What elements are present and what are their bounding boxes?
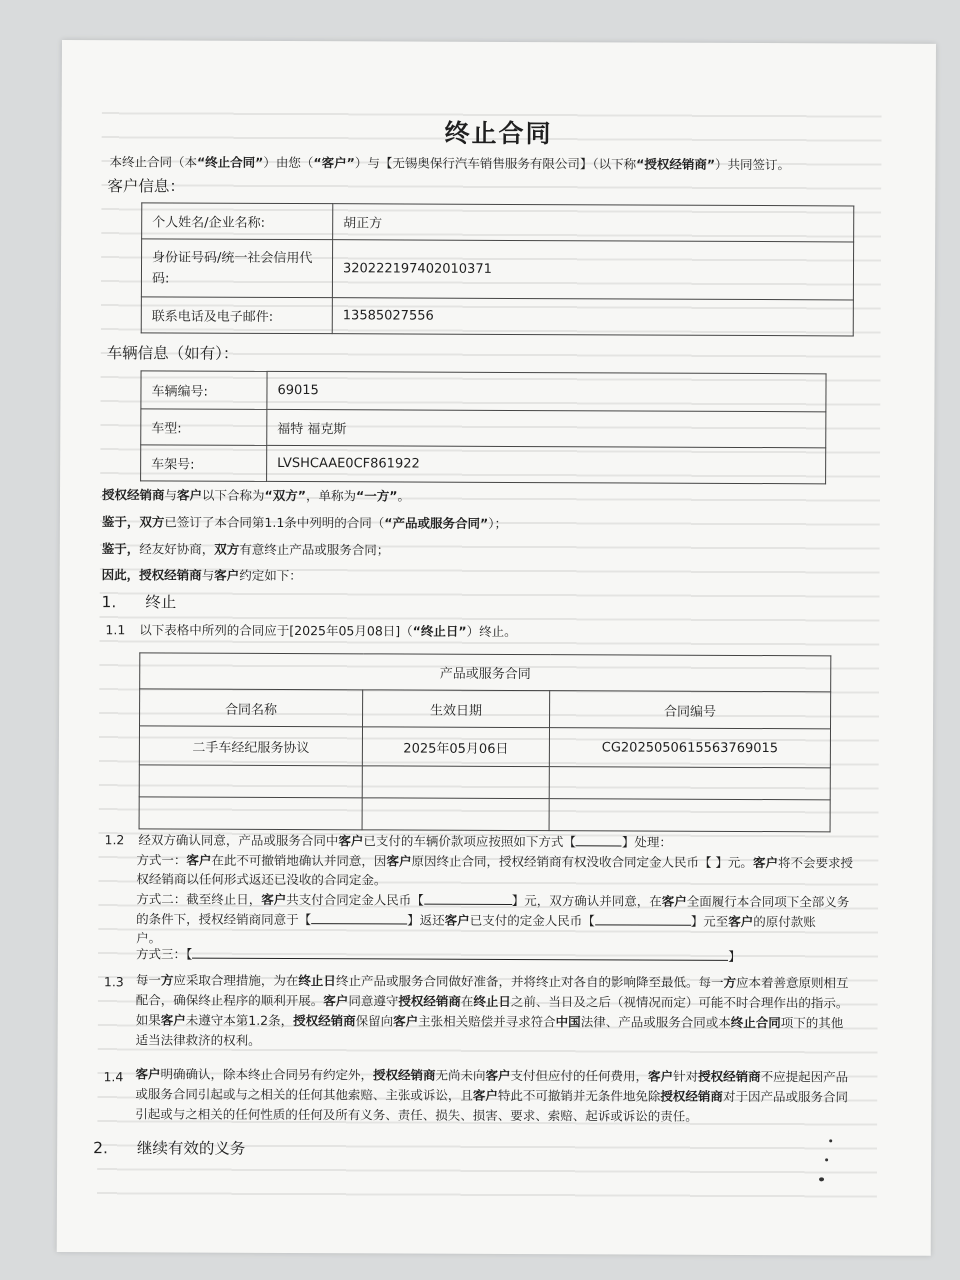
vehicle-vin-label: 车架号: — [141, 445, 267, 482]
customer-name-label: 个人姓名/企业名称: — [142, 203, 333, 240]
customer-info-table — [141, 202, 855, 336]
intro-paragraph: 本终止合同（本“终止合同”）由您（“客户”）与【无锡奥保行汽车销售服务有限公司】（以下称“授权经销商”）共同签订。 — [109, 154, 791, 173]
clause-line: 配合，确保终止程序的顺利开展。客户同意遵守授权经销商在终止日之前、当日及之后（视情况而定）可能不时合理作出的指示。 — [135, 992, 849, 1011]
section-number: 2. — [93, 1139, 109, 1158]
table-row — [141, 371, 826, 412]
contract-number-cell: CG2025050615563769015 — [549, 728, 830, 768]
whereas-clause-1: 鉴于，双方已签订了本合同第1.1条中列明的合同（“产品或服务合同”）； — [101, 514, 508, 531]
table-row — [139, 797, 830, 832]
clause-line: 每一方应采取合理措施，为在终止日终止产品或服务合同做好准备，并将终止对各自的影响降至最低。每一方应本着善意原则相互 — [135, 972, 849, 991]
customer-id-label: 身份证号码/统一社会信用代码: — [141, 239, 332, 298]
customer-info-heading: 客户信息： — [107, 177, 185, 196]
method-choice-blank — [576, 833, 622, 846]
clause-number: 1.4 — [103, 1069, 124, 1085]
method-two-continued: 的条件下，授权经销商同意于【 】返还客户已支付的定金人民币【 】元至客户的原付款账 — [136, 911, 816, 930]
table-caption: 产品或服务合同 — [140, 653, 831, 692]
empty-cell — [139, 765, 362, 798]
clause-line: 如果客户未遵守本第1.2条，授权经销商保留向客户主张相关赔偿并寻求符合中国法律、产品或服务合同或本终止合同项下的其他 — [135, 1012, 844, 1031]
customer-contact-label: 联系电话及电子邮件: — [141, 297, 332, 334]
vehicle-info-table — [140, 370, 826, 484]
table-header-row — [140, 689, 831, 729]
method-one-continued: 权经销商以任何形式返还已没收的合同定金。 — [136, 871, 387, 888]
clause-line: 客户明确确认，除本终止合同另有约定外，授权经销商无尚未向客户支付但应付的任何费用，客户针对授权经销商不应提起因产品 — [135, 1066, 849, 1085]
clause-number: 1.2 — [104, 832, 125, 848]
vehicle-vin-value: LVSHCAAE0CF861922 — [267, 445, 826, 483]
section-2-heading — [93, 1136, 245, 1159]
clause-line: 适当法律救济的权利。 — [135, 1032, 261, 1048]
vehicle-number-value: 69015 — [267, 371, 826, 411]
whereas-clause-2: 鉴于，经友好协商，双方有意终止产品或服务合同； — [101, 541, 390, 558]
empty-cell — [362, 798, 549, 831]
section-number: 1. — [101, 593, 117, 612]
clause-1-4 — [135, 1064, 895, 1127]
table-row — [141, 239, 853, 300]
vehicle-number-label: 车辆编号: — [141, 371, 267, 410]
column-header: 合同名称 — [140, 689, 363, 727]
clause-number: 1.1 — [105, 622, 126, 638]
document-page — [57, 40, 936, 1256]
customer-contact-value: 13585027556 — [332, 298, 853, 336]
column-header: 合同编号 — [550, 691, 831, 729]
ink-speck — [829, 1139, 832, 1142]
ink-speck — [819, 1177, 824, 1181]
section-title: 终止 — [145, 593, 177, 612]
clause-number: 1.3 — [103, 974, 124, 990]
method-three-blank — [192, 946, 728, 961]
service-contract-table — [139, 652, 832, 832]
parties-definition: 授权经销商与客户以下合称为“双方”，单称为“一方”。 — [101, 487, 411, 504]
empty-cell — [549, 767, 830, 800]
vehicle-info-heading: 车辆信息（如有）： — [106, 344, 239, 363]
refund-date-blank — [311, 911, 407, 924]
clause-1-2-intro: 1.2 经双方确认同意，产品或服务合同中客户已支付的车辆价款项应按照如下方式【 】处理： — [104, 832, 672, 850]
empty-cell — [362, 766, 549, 799]
column-header: 生效日期 — [363, 690, 550, 728]
ink-speck — [825, 1158, 828, 1161]
method-two-end: 户。 — [136, 930, 162, 946]
table-row — [142, 203, 854, 242]
contract-name-cell: 二手车经纪服务协议 — [139, 726, 362, 766]
clause-line: 或服务合同引起或与之相关的任何其他索赔、主张或诉讼，且客户特此不可撤销并无条件地免除授权经销商对于因产品或服务合同 — [135, 1086, 849, 1105]
clause-line: 引起或与之相关的任何性质的任何及所有义务、责任、损失、损害、要求、索赔、起诉或诉讼的责任。 — [135, 1106, 698, 1124]
vehicle-model-value: 福特 福克斯 — [267, 409, 826, 447]
method-three: 方式三：【 】 — [135, 946, 741, 964]
section-title: 继续有效的义务 — [136, 1139, 246, 1158]
method-two: 方式二：截至终止日，客户共支付合同定金人民币【 】元，双方确认并同意，在客户全面履行本合同项下全部义务 — [136, 891, 850, 910]
method-one: 方式一：客户在此不可撤销地确认并同意，因客户原因终止合同，授权经销商有权没收合同定金人民币【 】元。客户将不会要求授 — [136, 852, 854, 871]
table-row — [141, 445, 826, 484]
customer-id-value: 320222197402010371 — [332, 240, 853, 300]
effective-date-cell: 2025年05月06日 — [362, 727, 549, 767]
empty-cell — [549, 799, 830, 832]
empty-cell — [139, 797, 362, 830]
clause-1-1: 1.1 以下表格中所列的合同应于[2025年05月08日]（“终止日”）终止。 — [105, 622, 517, 639]
customer-name-value: 胡正方 — [333, 204, 854, 242]
deposit-paid-blank — [424, 892, 512, 905]
vehicle-model-label: 车型: — [141, 409, 267, 446]
document-title: 终止合同 — [444, 118, 553, 149]
clause-1-3 — [136, 970, 896, 1053]
table-row — [141, 297, 853, 336]
table-row — [139, 765, 830, 800]
section-1-heading — [102, 590, 177, 612]
table-row — [141, 409, 826, 448]
refund-amount-blank — [595, 912, 691, 925]
table-row — [139, 726, 830, 768]
table-caption-row — [140, 653, 831, 692]
therefore-clause: 因此，授权经销商与客户约定如下： — [101, 567, 302, 584]
